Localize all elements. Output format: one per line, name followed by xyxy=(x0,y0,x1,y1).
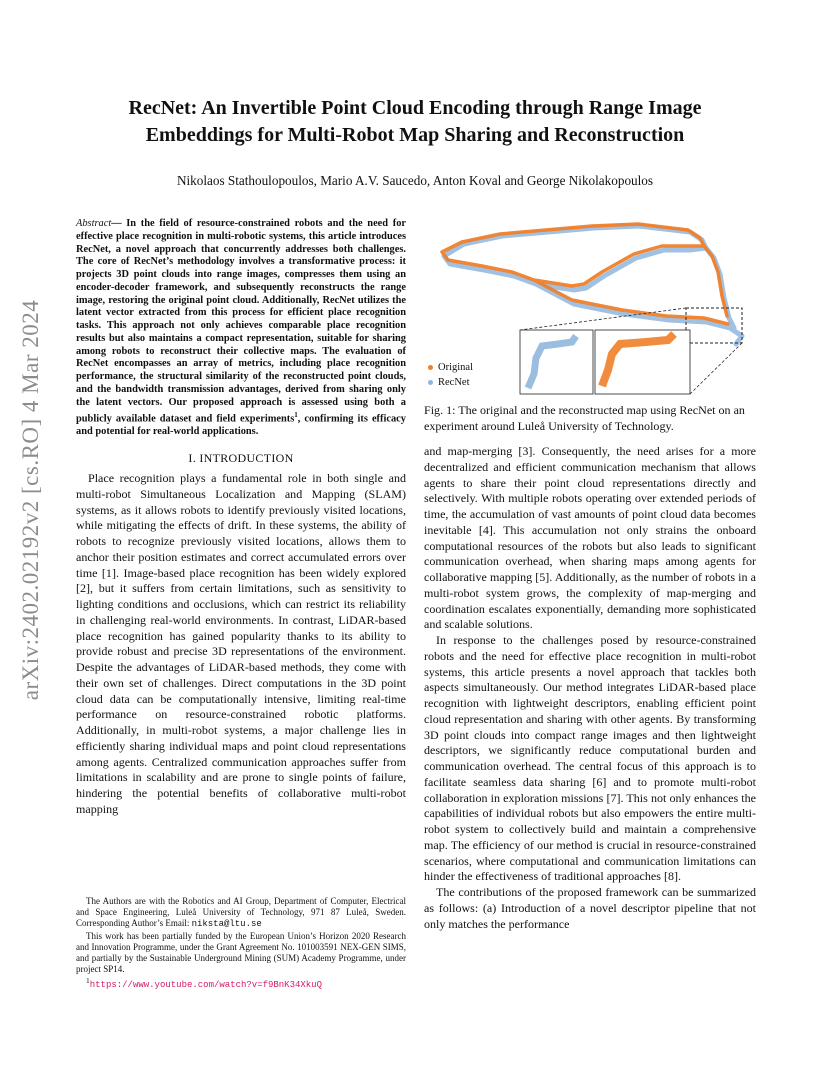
abstract-heading: Abstract xyxy=(76,218,112,229)
zoom-connector xyxy=(690,343,742,394)
email-link[interactable]: niksta@ltu.se xyxy=(191,919,262,930)
section-heading-introduction: I. INTRODUCTION xyxy=(188,451,294,466)
intro-paragraph-1-continued: and map-merging [3]. Consequently, the need arises for a more decentralized and efficient communication mechanism that allows agents to share their point cloud representations directly and selectively. With multiple robots operating over extended periods of time, the accumulation of vast amounts of point cloud data becomes inevitable [4]. This accumulation not only strains the onboard computational resources of the robots but also leads to significant communication overhead, when sharing maps among agents for collaborative mapping [5]. Additionally, as the number of robots in a multi-robot system grows, the complexity of map-merging and coordination escalates exponentially, demanding more sophisticated and scalable solutions. xyxy=(424,444,756,632)
footnotes xyxy=(76,896,406,992)
intro-paragraph-1: Place recognition plays a fundamental role in both single and multi-robot Simultaneous Localization and Mapping (SLAM) systems, as it allows robots to identify previously visited locations, while mitigating the effects of drift. In these systems, the ability of robots to recognize previously visited locations, allows them to anchor their position estimates and correct accumulated errors over time [1]. Image-based place recognition has been widely explored [2], but it suffers from certain limitations, such as sensitivity to lighting conditions and occlusions, which can restrict its reliability in challenging real-world environments. In contrast, LiDAR-based place recognition has gained popularity thanks to its ability to provide robust and precise 3D representations of the environment. Despite the advantages of LiDAR-based methods, they come with their own set of challenges. Direct computations in the 3D point cloud data can be computationally intensive, limiting real-time performance on resource-constrained robotic platforms. Additionally, in multi-robot systems, a major challenge lies in efficiently sharing individual maps and point cloud representations among agents. Centralized communication approaches suffer from limitations in scalability and are prone to single points of failure, hindering the potential benefits of collaborative multi-robot mapping xyxy=(76,471,406,816)
abstract-footnote-mark: 1 xyxy=(294,411,298,420)
legend-recnet: RecNet xyxy=(428,375,473,390)
legend-original: Original xyxy=(428,360,473,375)
authors: Nikolaos Stathoulopoulos, Mario A.V. Saucedo, Anton Koval and George Nikolakopoulos xyxy=(176,173,654,188)
abstract-text: — In the field of resource-constrained robots and the need for effective place recognition in multi-robotic systems, this article introduces RecNet, a novel approach that concurrently addresses both challenges. The core of RecNet’s methodology involves a transformative process: it projects 3D point clouds into range images, compresses them using an encoder-decoder framework, and subsequently reconstructs the range image, restoring the original point cloud. Additionally, RecNet utilizes the latent vector extracted from this process for efficient place recognition tasks. This approach not only achieves comparable place recognition results but also maintains a compact representation, suitable for sharing among robots to reconstruct their collective maps. The evaluation of RecNet encompasses an array of metrics, including place recognition performance, the structural similarity of the reconstructed point clouds, and the bandwidth transmission advantages, derived from sharing only the latent vectors. Our proposed approach is assessed using both a publicly available dataset and field experiments xyxy=(76,218,406,425)
arxiv-identifier: arXiv:2402.02192v2 [cs.RO] 4 Mar 2024 xyxy=(18,299,43,701)
footnote-funding: This work has been partially funded by the European Union’s Horizon 2020 Research and Innovation Programme, under the Grant Agreement No. 101003591 NEX-GEN SIMS, and partially by the Sustainable Underground Mining (SUM) Academy Programme, under project SP14. xyxy=(76,930,406,975)
paper-title xyxy=(70,95,760,149)
original-marker-icon xyxy=(428,365,433,370)
intro-paragraph-2: In response to the challenges posed by resource-constrained robots and the need for effective place recognition in multi-robot systems, this article presents a novel approach that tackles both aspects simultaneously. Our method integrates LiDAR-based place recognition with lightweight descriptors, enabling efficient point cloud representation and sharing with other agents. By transforming 3D point clouds into compact range images and then lightweight descriptors, we significantly reduce computational burden and communication overhead. The central focus of this approach is to facilitate seamless data sharing [6] and to promote multi-robot collaboration in exploration missions [7]. This not only enhances the capabilities of individual robots but also empowers the entire multi-robot system to collectively build and maintain a comprehensive map. The efficiency of our method is crucial in resource-constrained scenarios, where computational and communication limitations can hinder the effectiveness of traditional approaches [8]. xyxy=(424,633,756,884)
abstract-text-end: , confirming its efficacy and potential for real-world applications. xyxy=(76,413,406,438)
figure-caption: Fig. 1: The original and the reconstructed map using RecNet on an experiment around Luleå University of Technology. xyxy=(424,403,745,433)
figure-1 xyxy=(424,218,756,404)
title-line-1: RecNet: An Invertible Point Cloud Encoding through Range Image xyxy=(128,97,702,119)
title-line-2: Embeddings for Multi-Robot Map Sharing and Reconstruction xyxy=(145,124,685,146)
footnote-url: $^1$https://www.youtube.com/watch?v=f9BnK34XkuQ xyxy=(86,976,322,991)
right-column xyxy=(424,444,756,932)
map-figure xyxy=(424,218,756,404)
left-column xyxy=(76,218,406,818)
intro-paragraph-3: The contributions of the proposed framework can be summarized as follows: (a) Introduction of a novel descriptor pipeline that not only matches the performance xyxy=(424,885,756,931)
footnote-affiliation: The Authors are with the Robotics and AI Group, Department of Computer, Electrical and Space Engineering, Luleå University of Technology, 971 87 Luleå, Sweden. Corresponding Author’s Email: niksta@ltu.se xyxy=(76,896,406,930)
video-link[interactable]: https://www.youtube.com/watch?v=f9BnK34XkuQ xyxy=(89,980,322,991)
figure-legend xyxy=(428,360,473,390)
recnet-map-path xyxy=(444,226,742,344)
recnet-marker-icon xyxy=(428,380,433,385)
abstract xyxy=(76,218,406,439)
